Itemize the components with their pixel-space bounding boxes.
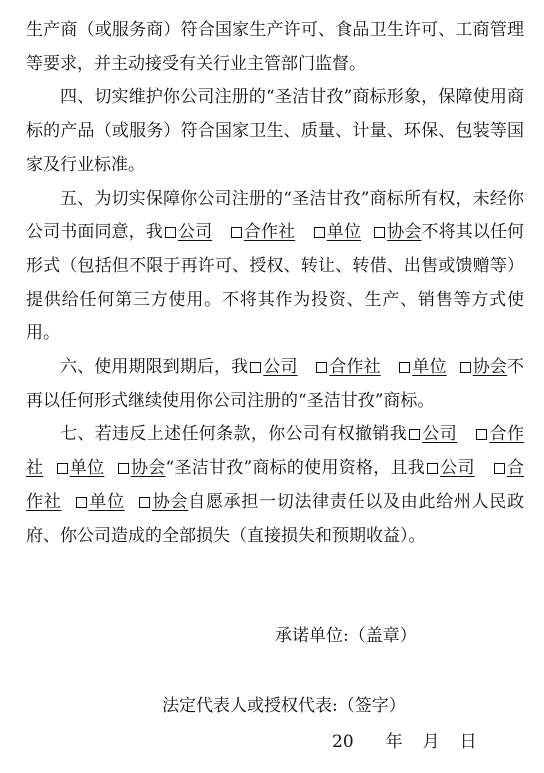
date-year-prefix: 20 [332,732,354,752]
checkbox-cooperative-5[interactable] [231,227,242,238]
checkbox-company-5[interactable] [165,227,176,238]
checkbox-unit-5[interactable] [314,227,325,238]
paragraph-7-lead: 七、若违反上述任何条款，你公司有权撤销我 [60,424,407,445]
option-company-5: 公司 [177,222,213,243]
signature-representative-label: 法定代表人或授权代表:（签字） [162,696,406,716]
paragraph-7-mid: “圣洁甘孜”商标的使用资格，且我 [165,458,425,479]
checkbox-unit-6[interactable] [399,362,410,373]
option-association-7a: 协会 [130,458,166,479]
paragraph-7 [26,418,524,553]
signature-unit-label: 承诺单位:（盖章） [275,626,417,646]
date-day-label: 日 [459,732,477,752]
checkbox-company-7b[interactable] [427,463,438,474]
checkbox-cooperative-7b[interactable] [494,463,505,474]
checkbox-unit-7a[interactable] [57,463,68,474]
option-cooperative-7a: 合作社 [26,424,525,479]
paragraph-5 [26,183,524,352]
document-body [26,14,524,553]
date-year-label: 年 [385,732,403,752]
checkbox-association-6[interactable] [460,362,471,373]
option-cooperative-6: 合作社 [329,357,381,378]
option-unit-6: 单位 [412,357,447,378]
option-association-5: 协会 [387,222,422,243]
paragraph-continuation: 生产商（或服务商）符合国家生产许可、食品卫生许可、工商管理等要求，并主动接受有关行业主管部门监督。 [26,20,524,74]
option-unit-7b: 单位 [88,491,125,512]
option-cooperative-5: 合作社 [243,222,296,243]
option-company-7a: 公司 [422,424,458,445]
option-unit-5: 单位 [326,222,362,243]
checkbox-company-6[interactable] [250,362,261,373]
checkbox-cooperative-6[interactable] [316,362,327,373]
option-company-6: 公司 [263,357,298,378]
checkbox-unit-7b[interactable] [76,497,87,508]
option-association-6: 协会 [472,357,508,378]
checkbox-association-7a[interactable] [118,463,129,474]
paragraph-5-lead: 五、为切实保障你公司注册的“圣洁甘孜”商标所有权，未经你公司书面同意，我 [26,188,524,243]
option-cooperative-7b: 合作社 [26,458,525,512]
paragraph-6-tail: 不再以任何形式继续使用你公司注册的“圣洁甘孜”商标。 [26,357,525,411]
option-company-7b: 公司 [440,458,475,479]
paragraph-7-tail: 自愿承担一切法律责任以及由此给州人民政府、你公司造成的全部损失（直接损失和预期收益）。 [26,491,525,546]
option-association-7b: 协会 [152,491,189,512]
checkbox-association-5[interactable] [374,227,385,238]
paragraph-5-tail: 不将其以任何形式（包括但不限于再许可、授权、转让、转借、出售或馈赠等）提供给任何第三方使用。不将其作为投资、生产、销售等方式使用。 [26,222,525,344]
paragraph-4: 四、切实维护你公司注册的“圣洁甘孜”商标形象，保障使用商标的产品（或服务）符合国家卫生、质量、计量、环保、包装等国家及行业标准。 [26,87,524,175]
date-month-label: 月 [422,732,440,752]
paragraph-6-lead: 六、使用期限到期后，我 [60,357,249,378]
checkbox-cooperative-7a[interactable] [476,429,487,440]
checkbox-association-7b[interactable] [139,497,150,508]
paragraph-6 [26,351,524,418]
checkbox-company-7a[interactable] [409,429,420,440]
option-unit-7a: 单位 [69,458,105,479]
signature-date [332,729,477,755]
